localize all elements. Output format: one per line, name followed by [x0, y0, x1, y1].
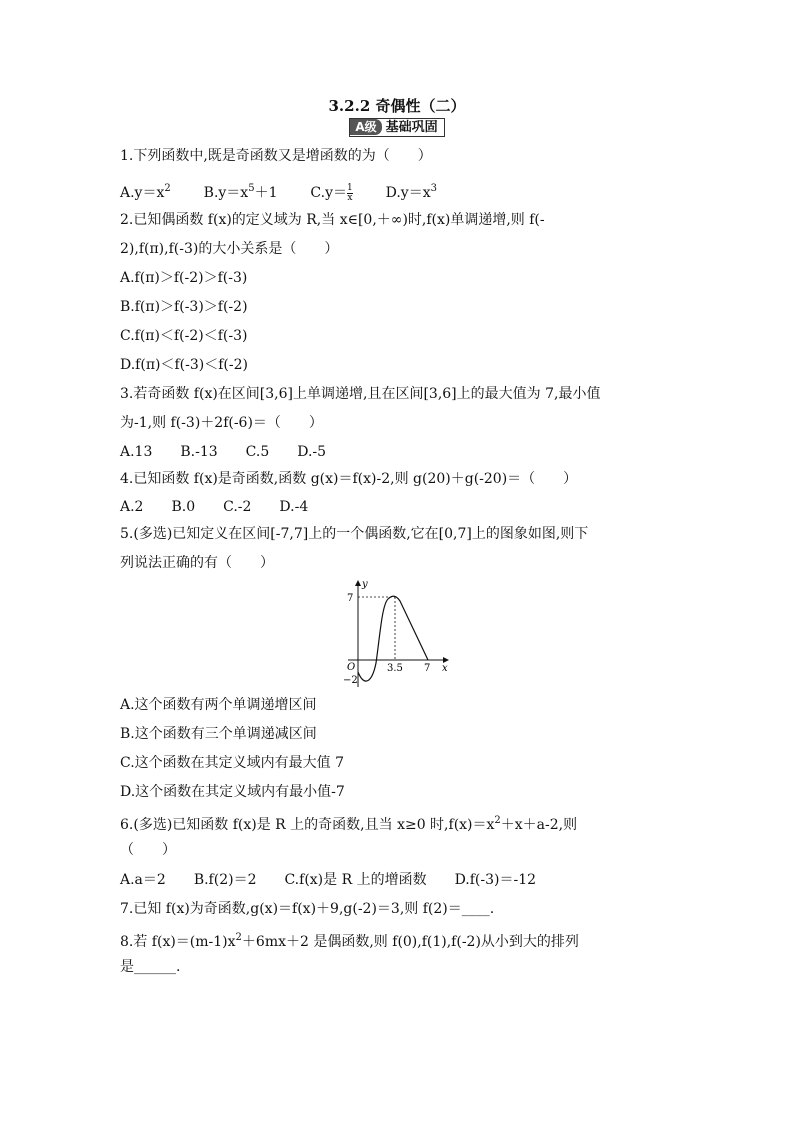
q5-option-c: C.这个函数在其定义域内有最大值 7	[120, 755, 345, 771]
q1-options	[120, 180, 437, 203]
y-tick-bottom: −2	[343, 675, 358, 686]
y-axis-label: y	[362, 579, 368, 590]
q1-option-b: $B.y=x^5+1$	[203, 183, 278, 201]
q6-stem-line1: 6.(多选)已知函数 f(x)是 R 上的奇函数,且当 x≥0 时$,f(x)=x^2+x+a-2$,则	[120, 815, 578, 833]
q4-stem: 4.已知函数 f(x)是奇函数,函数 g(x)＝f(x)-2,则 g(20)＋g(-20)＝（ ）	[120, 471, 578, 487]
q2-option-d: D.f(π)＜f(-3)＜f(-2)	[120, 357, 248, 373]
q5-option-d: D.这个函数在其定义域内有最小值-7	[120, 784, 345, 800]
q2-option-a: A.f(π)＞f(-2)＞f(-3)	[120, 270, 248, 286]
y-tick-top: 7	[347, 593, 354, 604]
q1-stem: 1.下列函数中,既是奇函数又是增函数的为（ ）	[120, 148, 432, 164]
x-tick-7: 7	[424, 663, 431, 674]
q1-option-a: $A.y=x^2$	[120, 183, 171, 201]
q2-stem-line1: 2.已知偶函数 f(x)的定义域为 R,当 x∈[0,＋∞)时,f(x)单调递增,则 f(-	[120, 212, 545, 228]
page-title: 3.2.2 奇偶性（二）	[328, 97, 466, 115]
section-badge	[349, 118, 444, 137]
q3-options: A.13 B.-13 C.5 D.-5	[120, 444, 327, 460]
x-axis-label: x	[442, 663, 448, 674]
q6-stem-line2: （ ）	[120, 842, 176, 858]
badge-text: 基础巩固	[385, 120, 438, 135]
badge-level: A级	[350, 119, 381, 135]
q7-stem: 7.已知 f(x)为奇函数,g(x)＝f(x)＋9,g(-2)＝3,则 f(2)＝____.	[120, 901, 495, 917]
q4-options: A.2 B.0 C.-2 D.-4	[120, 499, 309, 515]
q8-stem-line1: 8.若 $f(x)=(m-1)x^2+6mx+2$ 是偶函数,则 f(0),f(1),f(-2)从小到大的排列	[120, 932, 579, 950]
q5-stem-line2: 列说法正确的有（ ）	[120, 555, 274, 571]
q6-options: A.a＝2 B.f(2)＝2 C.f(x)是 R 上的增函数 D.f(-3)＝-12	[120, 872, 537, 888]
section-badge-row	[0, 118, 794, 137]
q8-stem-line2: 是______.	[120, 959, 181, 975]
q5-function-graph	[330, 575, 460, 690]
q5-stem-line1: 5.(多选)已知定义在区间[-7,7]上的一个偶函数,它在[0,7]上的图象如图,则下	[120, 526, 589, 542]
origin-label: O	[347, 662, 356, 673]
q3-stem-line1: 3.若奇函数 f(x)在区间[3,6]上单调递增,且在区间[3,6]上的最大值为 7,最小值	[120, 386, 601, 402]
q1-option-c: C.y＝ $\frac{1}{x}$	[310, 182, 353, 203]
q2-option-c: C.f(π)＜f(-2)＜f(-3)	[120, 328, 248, 344]
q2-option-b: B.f(π)＞f(-3)＞f(-2)	[120, 299, 248, 315]
q2-stem-line2: 2),f(π),f(-3)的大小关系是（ ）	[120, 241, 339, 257]
q5-option-b: B.这个函数有三个单调递减区间	[120, 726, 317, 742]
x-tick-3-5: 3.5	[387, 663, 403, 674]
q5-option-a: A.这个函数有两个单调递增区间	[120, 697, 317, 713]
q1-option-d: $D.y=x^3$	[385, 183, 437, 201]
q3-stem-line2: 为-1,则 f(-3)＋2f(-6)＝（ ）	[120, 415, 323, 431]
